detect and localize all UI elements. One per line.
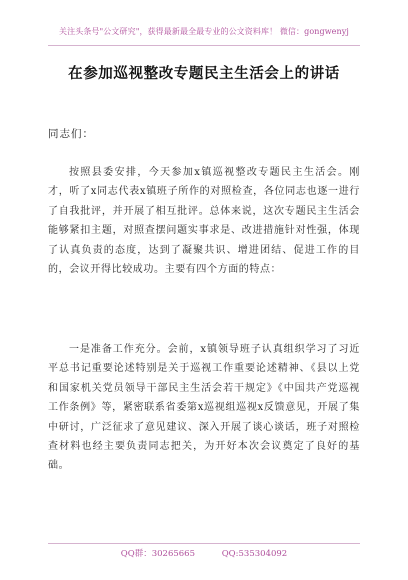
footer-divider — [48, 543, 360, 544]
paragraph-intro: 按照县委安排，今天参加x镇巡视整改专题民主生活会。刚才，听了x同志代表x镇班子所作的对照检查，各位同志也逐一进行了自我批评，并开展了相互批评。总体来说，这次专题民主生活会能够紧扣主题，对照查摆问题实事求是、改进措施针对性强，体现了认真负责的态度，达到了凝聚共识、增进团结、促进工作的目的，会议开得比较成功。主要有四个方面的特点： — [48, 167, 360, 276]
paragraph-point-one: 一是准备工作充分。会前，x镇领导班子认真组织学习了习近平总书记重要论述特别是关于巡视工作重要论述精神、《县以上党和国家机关党员领导干部民主生活会若干规定》《中国共产党巡视工作条例》等，紧密联系省委第x巡视组巡视x反馈意见，开展了集中研讨，广泛征求了意见建议、深入开展了谈心谈话，班子对照检查材料也经主要负责同志把关，为开好本次会议奠定了良好的基础。 — [48, 344, 360, 472]
header-banner: 关注头条号"公文研究"，获得最新最全最专业的公文资料库！ 微信：gongwenyj — [59, 27, 349, 36]
footer — [0, 547, 408, 559]
document-title: 在参加巡视整改专题民主生活会上的讲话 — [68, 66, 340, 82]
footer-qq-number: QQ:535304092 — [221, 549, 288, 559]
header-divider — [48, 45, 360, 46]
footer-qq-group: QQ群：30265665 — [120, 549, 195, 559]
salutation: 同志们： — [48, 128, 94, 140]
